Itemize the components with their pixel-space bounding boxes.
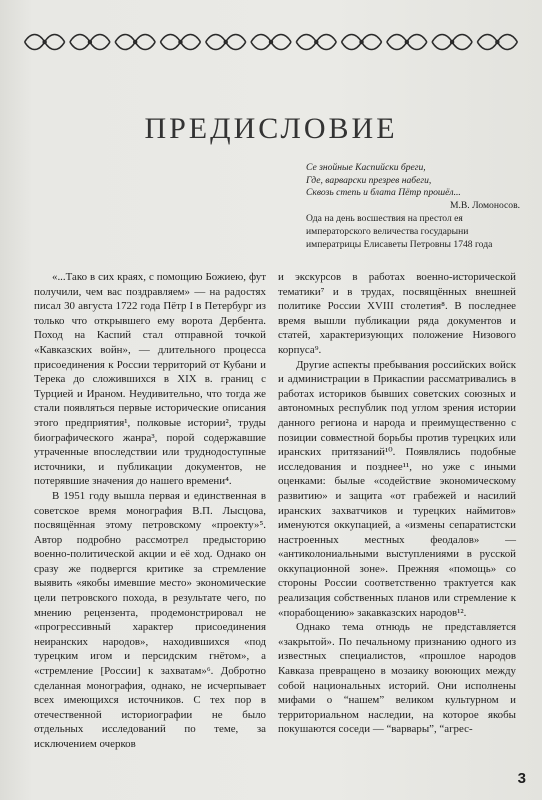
ornament-dot — [133, 40, 137, 44]
text-column-left — [34, 270, 266, 752]
paragraph: и экскурсов в работах военно-исторической тематики⁷ и в трудах, посвящённых внешней политике России XVIII столетия⁸. В последнее время вышли публикации ряда документов и статей, характеризующих положение Низового корпуса⁹. — [278, 271, 516, 356]
epigraph — [306, 162, 520, 251]
ornament-dot — [224, 40, 228, 44]
page-number: 3 — [517, 770, 526, 787]
epigraph-source: Ода на день восшествия на престол ея императорского величества государыни императрицы Елисаветы Петровны 1748 года — [306, 213, 493, 250]
ornament-dot — [314, 40, 318, 44]
text-column-right — [278, 270, 516, 737]
epigraph-line: Где, варварски презрев набеги, — [306, 174, 432, 186]
decorative-border-ornament — [22, 30, 520, 54]
paragraph: Однако тема отнюдь не представляется «закрытой». По печальному признанию одного из известных специалистов, «прошлое народов Кавказа превращено в мозаику воюющих между собой национальных историй. Они исполнены мифами о “нашем” великом культурном и территориальном наследии, на которое якобы покушаются соседи — “варвары”, “агрес- — [278, 621, 516, 736]
ornament-dot — [359, 40, 363, 44]
epigraph-line: Сквозь степь и блата Пётр прошёл... — [306, 187, 461, 199]
ornament-dot — [405, 40, 409, 44]
paragraph: «...Тако в сих краях, с помощию Божиею, фут получили, чем вас поздравляем» — на радостях писал 30 августа 1722 года Пётр I в Петербург из только что открывшего ему ворота Дербента. Поход на Каспий стал отправной точкой «Кавказских войн», — длительного процесса присоединения к России территорий от Кубани и Терека до сложившихся в XIX в. границ с Турцией и Ираном. Неудивительно, что тогда же стали появляться первые исторические описания этого предприятия¹, полковые истории², труды биографического жанра³, порой содержавшие утраченные впоследствии или труднодоступные источники, и публикации документов, не потерявшие значения до нашего времени⁴. — [34, 271, 266, 488]
ornament-dot — [450, 40, 454, 44]
epigraph-poem — [306, 162, 520, 200]
paragraph: Другие аспекты пребывания российских войск и администрации в Прикаспии рассматривались в работах историков бывших советских союзных и автономных республик под углом зрения истории данного региона и народа и преимущественно с позиции совместной борьбы против турецких или иранских притязаний¹⁰. Появлялись подобные исследования и позднее¹¹, но уже с иными оценками: былые «содействие экономическому развитию» и защита «от грабежей и насилий иранских захватчиков и турецких наймитов» именуются оккупацией, а «измены сепаратистски настроенных местных феодалов» — «антиколониальными выступлениями в русской оккупационной зоне». Прежняя «помощь» со стороны России соответственно трактуется как реализация собственных планов или стремление к «порабощению» закавказских народов¹². — [278, 358, 516, 619]
ornament-dot — [42, 40, 46, 44]
epigraph-line: Се знойные Каспийски бреги, — [306, 162, 426, 173]
paragraph: В 1951 году вышла первая и единственная в советское время монография В.П. Лысцова, посвящённая этому петровскому «проекту»⁵. Автор подробно рассмотрел предысторию военно-политической акции и её ход. Однако он сразу же подвергся критике за стремление выявить «якобы имевшие место» экономические цели петровского похода, в результате чего, по мнению рецензента, продемонстрировал не «прогрессивный характер присоединения неиранских народов», находившихся «под турецким игом и персидским гнётом», а «стремление [России] к захватам»⁶. Добротно сделанная монография, однако, не исчерпывает всех имеющихся источников. С тех пор в отечественной историографии не было отдельных исследований по теме, за исключением очерков — [34, 489, 266, 750]
epigraph-author: М.В. Ломоносов. — [449, 199, 520, 211]
ornament-dot — [88, 40, 92, 44]
ornament-dot — [178, 40, 182, 44]
ornament-dot — [269, 40, 273, 44]
page-title: ПРЕДИСЛОВИЕ — [144, 112, 398, 145]
ornament-dot — [495, 40, 499, 44]
